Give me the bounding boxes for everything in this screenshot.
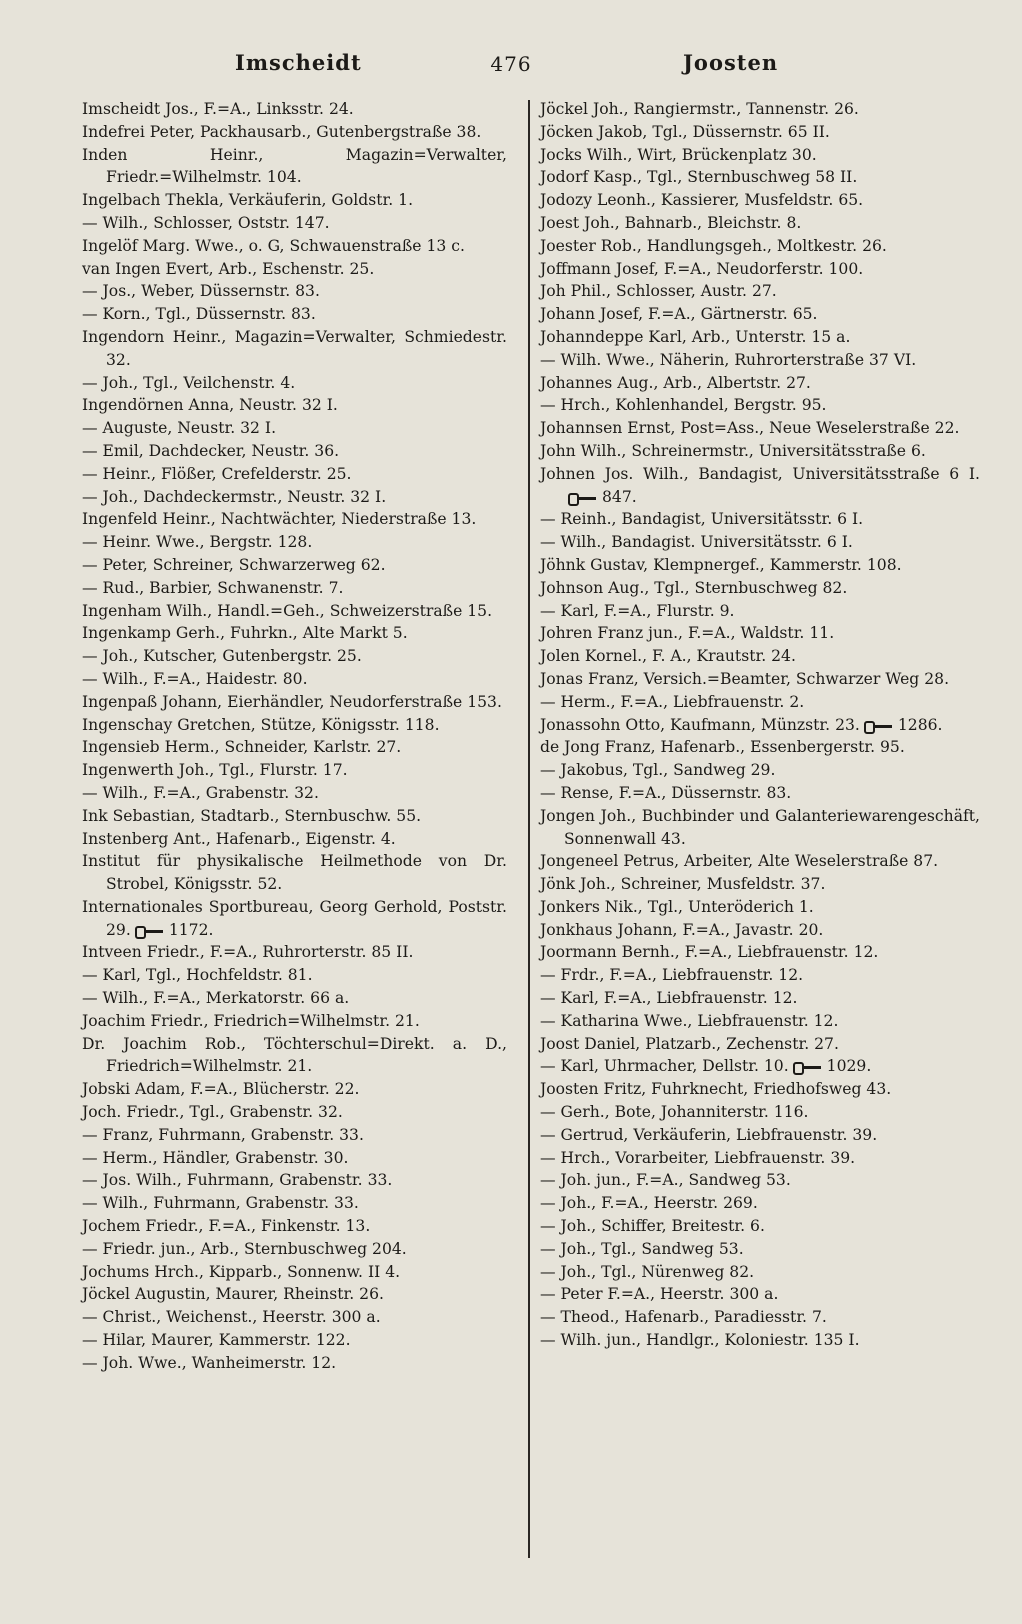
directory-entry <box>82 212 507 235</box>
entry-text: Imscheidt Jos., F.=A., Linksstr. 24. <box>82 100 354 118</box>
directory-entry <box>540 964 980 987</box>
entry-text: Joh Phil., Schlosser, Austr. 27. <box>540 282 777 301</box>
entry-text: — Christ., Weichenst., Heerstr. 300 a. <box>82 1308 381 1327</box>
directory-entry <box>540 736 980 759</box>
entry-text: Jobski Adam, F.=A., Blücherstr. 22. <box>82 1080 360 1099</box>
entry-text: Johannsen Ernst, Post=Ass., Neue Weselerstraße 22. <box>540 419 960 438</box>
directory-entry <box>540 303 980 326</box>
directory-entry <box>540 349 980 372</box>
directory-entry <box>82 850 507 896</box>
directory-entry <box>540 1010 980 1033</box>
directory-entry <box>540 714 980 737</box>
entry-text: van Ingen Evert, Arb., Eschenstr. 25. <box>82 259 375 278</box>
entry-text: — Peter, Schreiner, Schwarzerweg 62. <box>82 555 386 574</box>
directory-entry <box>540 759 980 782</box>
directory-entry <box>82 326 507 372</box>
directory-entry <box>82 1329 507 1352</box>
phone-number: 1286. <box>897 715 943 734</box>
entry-text: — Herm., F.=A., Liebfrauenstr. 2. <box>540 692 805 711</box>
directory-entry <box>82 258 507 281</box>
directory-entry <box>82 1101 507 1124</box>
entry-text: — Korn., Tgl., Düssernstr. 83. <box>82 305 316 324</box>
directory-entry <box>82 531 507 554</box>
directory-entry <box>540 212 980 235</box>
directory-entry <box>82 1078 507 1101</box>
directory-entry <box>82 440 507 463</box>
directory-entry <box>540 326 980 349</box>
directory-entry <box>82 668 507 691</box>
left-column <box>82 98 507 1375</box>
directory-entry <box>82 805 507 828</box>
entry-text: Inden Heinr., Magazin=Verwalter, Friedr.=Wilhelmstr. 104. <box>82 145 507 187</box>
entry-text: — Joh., Tgl., Sandweg 53. <box>540 1239 744 1258</box>
directory-entry <box>82 1010 507 1033</box>
entry-text: Ingenschay Gretchen, Stütze, Königsstr. 118. <box>82 715 440 734</box>
directory-entry <box>540 1261 980 1284</box>
directory-entry <box>82 1124 507 1147</box>
entry-text: Ingenwerth Joh., Tgl., Flurstr. 17. <box>82 761 348 780</box>
directory-entry <box>540 98 980 121</box>
directory-entry <box>540 577 980 600</box>
entry-text: Ingensieb Herm., Schneider, Karlstr. 27. <box>82 738 402 757</box>
entry-text: — Karl, F.=A., Liebfrauenstr. 12. <box>540 989 798 1008</box>
entry-text: — Friedr. jun., Arb., Sternbuschweg 204. <box>82 1239 407 1258</box>
directory-entry <box>540 1147 980 1170</box>
directory-entry <box>540 1169 980 1192</box>
directory-entry <box>540 1238 980 1261</box>
directory-entry <box>82 1261 507 1284</box>
directory-entry <box>540 1329 980 1352</box>
directory-entry <box>82 1238 507 1261</box>
entry-text: — Karl, F.=A., Flurstr. 9. <box>540 601 735 620</box>
directory-entry <box>82 1283 507 1306</box>
directory-entry <box>82 1352 507 1375</box>
entry-text: Jolen Kornel., F. A., Krautstr. 24. <box>540 647 796 666</box>
entry-text: Institut für physikalische Heilmethode von Dr. Strobel, Königsstr. 52. <box>82 852 507 894</box>
entry-text: de Jong Franz, Hafenarb., Essenbergerstr. 95. <box>540 738 905 757</box>
entry-text: Ingenham Wilh., Handl.=Geh., Schweizerstraße 15. <box>82 601 493 620</box>
directory-entry <box>540 941 980 964</box>
telephone-icon <box>568 492 598 504</box>
directory-entry <box>540 850 980 873</box>
entry-text: — Hrch., Vorarbeiter, Liebfrauenstr. 39. <box>540 1148 856 1167</box>
entry-text: — Wilh., F.=A., Haidestr. 80. <box>82 669 308 688</box>
entry-text: — Rense, F.=A., Düssernstr. 83. <box>540 783 792 802</box>
entry-text: Johnson Aug., Tgl., Sternbuschweg 82. <box>540 578 848 597</box>
entry-text: — Heinr., Flößer, Crefelderstr. 25. <box>82 464 352 483</box>
entry-text: Ingenkamp Gerh., Fuhrkn., Alte Markt 5. <box>82 624 408 643</box>
entry-text: Johnen Jos. Wilh., Bandagist, Universitätsstraße 6 I. <box>540 464 980 483</box>
directory-entry <box>82 303 507 326</box>
directory-entry <box>540 440 980 463</box>
entry-text: Johann Josef, F.=A., Gärtnerstr. 65. <box>540 305 818 324</box>
entry-text: Internationales Sportbureau, Georg Gerhold, Poststr. 29. <box>82 897 507 939</box>
page-number: 476 <box>490 52 532 76</box>
entry-text: Jöhnk Gustav, Klempnergef., Kammerstr. 108. <box>540 555 902 574</box>
entry-text: Jöckel Joh., Rangiermstr., Tannenstr. 26. <box>540 100 859 118</box>
directory-entry <box>540 166 980 189</box>
directory-entry <box>540 1192 980 1215</box>
entry-text: — Wilh., Bandagist. Universitätsstr. 6 I. <box>540 533 853 552</box>
entry-text: — Joh. Wwe., Wanheimerstr. 12. <box>82 1353 337 1372</box>
directory-entry <box>82 189 507 212</box>
directory-entry <box>82 1306 507 1329</box>
entry-text: Jongen Joh., Buchbinder und Galanteriewarengeschäft, Sonnenwall 43. <box>540 806 980 848</box>
directory-entry <box>82 463 507 486</box>
entry-text: Jonas Franz, Versich.=Beamter, Schwarzer Weg 28. <box>540 669 950 688</box>
entry-text: Jonkhaus Johann, F.=A., Javastr. 20. <box>540 920 824 939</box>
directory-entry <box>540 508 980 531</box>
directory-entry <box>82 144 507 190</box>
directory-entry <box>540 622 980 645</box>
entry-text: Jöcken Jakob, Tgl., Düssernstr. 65 II. <box>540 122 830 141</box>
entry-text: — Emil, Dachdecker, Neustr. 36. <box>82 441 340 460</box>
entry-text: Joormann Bernh., F.=A., Liebfrauenstr. 12. <box>540 943 879 962</box>
directory-entry <box>540 258 980 281</box>
directory-entry <box>540 987 980 1010</box>
entry-text: — Wilh., F.=A., Grabenstr. 32. <box>82 783 319 802</box>
directory-entry <box>82 486 507 509</box>
directory-entry <box>540 805 980 851</box>
right-column <box>540 98 980 1352</box>
entry-text: — Jakobus, Tgl., Sandweg 29. <box>540 761 776 780</box>
entry-text: — Wilh., Schlosser, Oststr. 147. <box>82 213 330 232</box>
entry-text: Johanndeppe Karl, Arb., Unterstr. 15 a. <box>540 327 851 346</box>
directory-entry <box>540 189 980 212</box>
directory-entry <box>540 280 980 303</box>
entry-text: Jodorf Kasp., Tgl., Sternbuschweg 58 II. <box>540 168 858 187</box>
directory-entry <box>540 1215 980 1238</box>
entry-text: — Joh., Tgl., Veilchenstr. 4. <box>82 373 296 392</box>
telephone-icon <box>135 925 165 937</box>
entry-text: Joost Daniel, Platzarb., Zechenstr. 27. <box>540 1034 839 1053</box>
directory-entry <box>540 668 980 691</box>
directory-entry <box>82 121 507 144</box>
entry-text: Joest Joh., Bahnarb., Bleichstr. 8. <box>540 213 802 232</box>
entry-text: — Gertrud, Verkäuferin, Liebfrauenstr. 39. <box>540 1125 878 1144</box>
entry-text: Ingenpaß Johann, Eierhändler, Neudorferstraße 153. <box>82 692 502 711</box>
entry-text: Johren Franz jun., F.=A., Waldstr. 11. <box>540 624 835 643</box>
entry-text: — Gerh., Bote, Johanniterstr. 116. <box>540 1103 809 1122</box>
directory-entry <box>82 691 507 714</box>
directory-entry <box>540 531 980 554</box>
directory-entry <box>540 1306 980 1329</box>
entry-text: John Wilh., Schreinermstr., Universitätsstraße 6. <box>540 441 926 460</box>
directory-entry <box>540 372 980 395</box>
phone-number: 1172. <box>168 920 214 939</box>
directory-entry <box>540 1055 980 1078</box>
entry-text: — Jos. Wilh., Fuhrmann, Grabenstr. 33. <box>82 1171 393 1190</box>
entry-text: — Wilh., F.=A., Merkatorstr. 66 a. <box>82 989 350 1008</box>
entry-text: — Hrch., Kohlenhandel, Bergstr. 95. <box>540 396 827 415</box>
directory-entry <box>82 987 507 1010</box>
directory-entry <box>82 645 507 668</box>
entry-text: — Wilh. jun., Handlgr., Koloniestr. 135 I. <box>540 1331 860 1350</box>
entry-text: — Joh., Tgl., Nürenweg 82. <box>540 1262 755 1281</box>
directory-entry <box>82 782 507 805</box>
directory-entry <box>540 691 980 714</box>
entry-text: Joester Rob., Handlungsgeh., Moltkestr. 26. <box>540 236 887 255</box>
entry-text: Intveen Friedr., F.=A., Ruhrorterstr. 85 II. <box>82 943 414 962</box>
entry-text: — Frdr., F.=A., Liebfrauenstr. 12. <box>540 966 804 985</box>
entry-text: — Rud., Barbier, Schwanenstr. 7. <box>82 578 344 597</box>
directory-entry <box>540 1124 980 1147</box>
directory-entry <box>82 828 507 851</box>
entry-text: — Wilh., Fuhrmann, Grabenstr. 33. <box>82 1194 359 1213</box>
phone-number: 1029. <box>826 1057 872 1076</box>
entry-text: Jodozy Leonh., Kassierer, Musfeldstr. 65. <box>540 191 864 210</box>
directory-entry <box>82 622 507 645</box>
directory-entry <box>540 896 980 919</box>
directory-entry <box>82 1169 507 1192</box>
entry-text: Joosten Fritz, Fuhrknecht, Friedhofsweg 43. <box>540 1080 892 1099</box>
directory-entry <box>540 1078 980 1101</box>
entry-text: Jochem Friedr., F.=A., Finkenstr. 13. <box>82 1217 371 1236</box>
directory-entry <box>82 1192 507 1215</box>
entry-text: Ingendorn Heinr., Magazin=Verwalter, Schmiedestr. 32. <box>82 327 507 369</box>
directory-entry <box>82 372 507 395</box>
directory-entry <box>82 508 507 531</box>
entry-text: Jocks Wilh., Wirt, Brückenplatz 30. <box>540 145 817 164</box>
entry-text: Ink Sebastian, Stadtarb., Sternbuschw. 55. <box>82 806 422 825</box>
entry-text: — Heinr. Wwe., Bergstr. 128. <box>82 533 313 552</box>
header-left-keyword: Imscheidt <box>235 50 362 75</box>
entry-text: Jonassohn Otto, Kaufmann, Münzstr. 23. <box>540 715 860 734</box>
entry-text: Jöckel Augustin, Maurer, Rheinstr. 26. <box>82 1285 384 1304</box>
directory-entry <box>540 600 980 623</box>
directory-entry <box>540 144 980 167</box>
entry-text: — Joh., Kutscher, Gutenbergstr. 25. <box>82 647 362 666</box>
entry-text: Jonkers Nik., Tgl., Unteröderich 1. <box>540 897 814 916</box>
directory-entry <box>82 394 507 417</box>
entry-text: — Wilh. Wwe., Näherin, Ruhrorterstraße 37 VI. <box>540 350 917 369</box>
entry-text: — Hilar, Maurer, Kammerstr. 122. <box>82 1331 351 1350</box>
directory-entry <box>540 782 980 805</box>
entry-text: Indefrei Peter, Packhausarb., Gutenbergstraße 38. <box>82 122 482 141</box>
entry-text: — Joh., Schiffer, Breitestr. 6. <box>540 1217 765 1236</box>
entry-text: — Joh., F.=A., Heerstr. 269. <box>540 1194 758 1213</box>
entry-text: — Joh., Dachdeckermstr., Neustr. 32 I. <box>82 487 387 506</box>
entry-text: Ingelöf Marg. Wwe., o. G, Schwauenstraße 13 c. <box>82 236 465 255</box>
directory-entry <box>82 759 507 782</box>
entry-text: — Karl, Uhrmacher, Dellstr. 10. <box>540 1057 789 1076</box>
directory-entry <box>540 919 980 942</box>
entry-text: Jönk Joh., Schreiner, Musfeldstr. 37. <box>540 875 826 894</box>
entry-text: Joffmann Josef, F.=A., Neudorferstr. 100. <box>540 259 864 278</box>
column-divider <box>528 100 530 1558</box>
directory-entry <box>82 1147 507 1170</box>
entry-text: — Auguste, Neustr. 32 I. <box>82 419 277 438</box>
directory-entry <box>540 873 980 896</box>
entry-text: Jongeneel Petrus, Arbeiter, Alte Weselerstraße 87. <box>540 852 939 871</box>
entry-text: — Franz, Fuhrmann, Grabenstr. 33. <box>82 1125 364 1144</box>
entry-text: — Theod., Hafenarb., Paradiesstr. 7. <box>540 1308 827 1327</box>
entry-text: Ingelbach Thekla, Verkäuferin, Goldstr. 1. <box>82 191 414 210</box>
directory-entry <box>82 600 507 623</box>
entry-text: Dr. Joachim Rob., Töchterschul=Direkt. a. D., Friedrich=Wilhelmstr. 21. <box>82 1034 507 1076</box>
directory-entry <box>540 121 980 144</box>
entry-text: Joachim Friedr., Friedrich=Wilhelmstr. 21. <box>82 1011 420 1030</box>
entry-text: — Katharina Wwe., Liebfrauenstr. 12. <box>540 1011 839 1030</box>
entry-text: — Peter F.=A., Heerstr. 300 a. <box>540 1285 779 1304</box>
entry-text: — Karl, Tgl., Hochfeldstr. 81. <box>82 966 313 985</box>
directory-entry <box>82 235 507 258</box>
directory-entry <box>82 714 507 737</box>
entry-text: — Jos., Weber, Düssernstr. 83. <box>82 282 320 301</box>
entry-text: Jochums Hrch., Kipparb., Sonnenw. II 4. <box>82 1262 401 1281</box>
directory-entry <box>540 1033 980 1056</box>
entry-text: Johannes Aug., Arb., Albertstr. 27. <box>540 373 811 392</box>
entry-text: Instenberg Ant., Hafenarb., Eigenstr. 4. <box>82 829 396 848</box>
header-right-keyword: Joosten <box>683 50 779 75</box>
directory-entry <box>540 394 980 417</box>
entry-text: — Joh. jun., F.=A., Sandweg 53. <box>540 1171 791 1190</box>
directory-entry <box>82 554 507 577</box>
directory-entry <box>540 1283 980 1306</box>
directory-entry <box>82 577 507 600</box>
directory-entry <box>540 1101 980 1124</box>
entry-text: Ingenfeld Heinr., Nachtwächter, Niederstraße 13. <box>82 510 477 529</box>
directory-entry <box>540 417 980 440</box>
entry-text: Joch. Friedr., Tgl., Grabenstr. 32. <box>82 1103 343 1122</box>
directory-entry <box>82 736 507 759</box>
directory-entry <box>540 235 980 258</box>
directory-entry <box>82 98 507 121</box>
telephone-icon <box>793 1061 823 1073</box>
directory-entry <box>82 280 507 303</box>
directory-entry <box>82 964 507 987</box>
directory-entry <box>82 941 507 964</box>
entry-text: — Herm., Händler, Grabenstr. 30. <box>82 1148 349 1167</box>
directory-entry <box>540 463 980 509</box>
directory-entry <box>540 554 980 577</box>
directory-entry <box>82 1033 507 1079</box>
phone-number: 847. <box>602 487 637 506</box>
entry-text: Ingendörnen Anna, Neustr. 32 I. <box>82 396 338 415</box>
directory-entry <box>540 645 980 668</box>
directory-entry <box>82 1215 507 1238</box>
entry-text: — Reinh., Bandagist, Universitätsstr. 6 I. <box>540 510 864 529</box>
directory-entry <box>82 896 507 942</box>
directory-entry <box>82 417 507 440</box>
telephone-icon <box>864 720 894 732</box>
